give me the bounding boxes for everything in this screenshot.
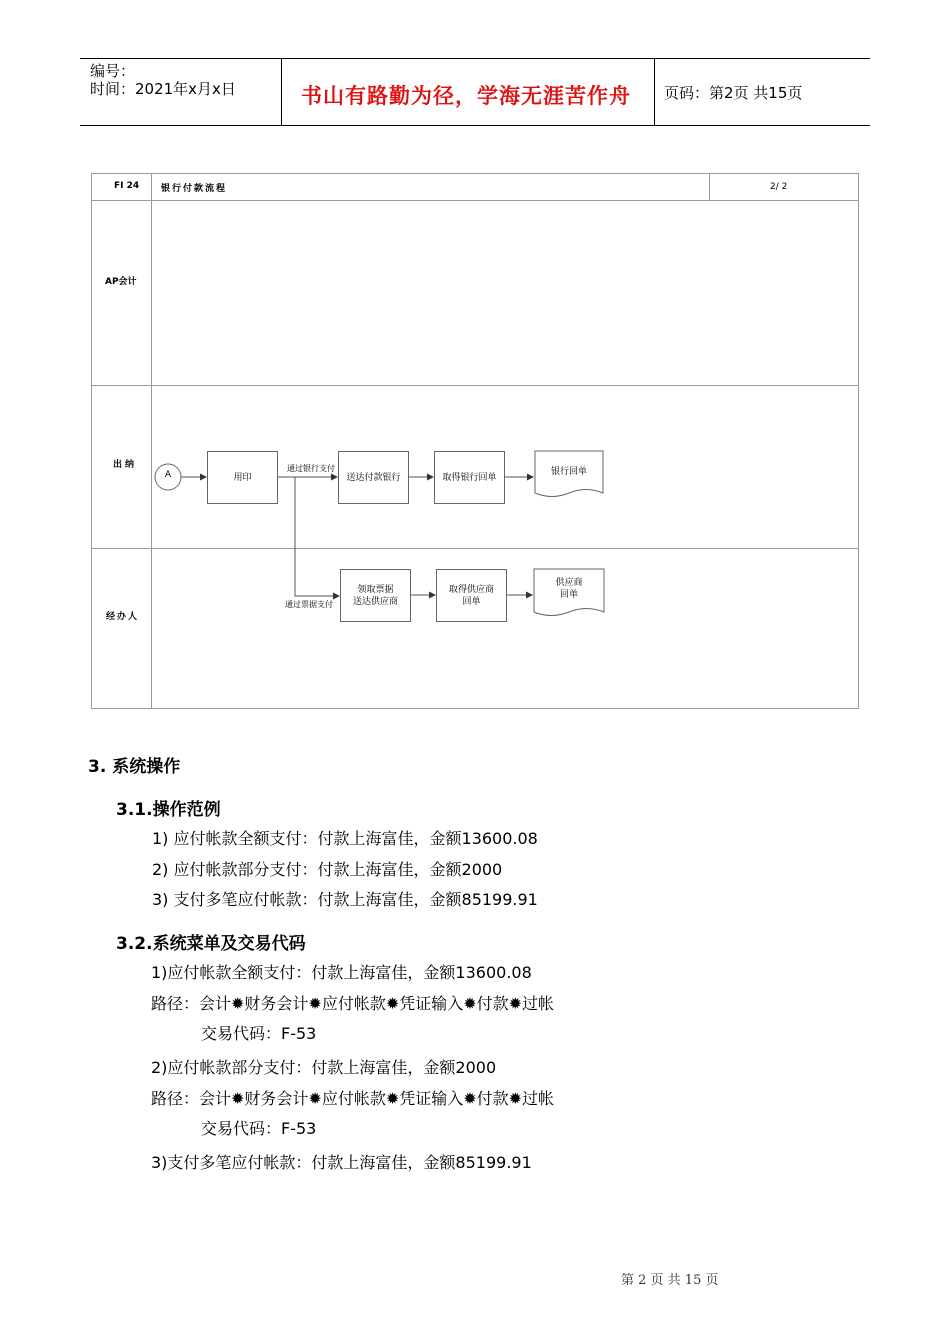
connector-a: A	[164, 470, 172, 480]
section-3-2-heading: 3.2.系统菜单及交易代码	[116, 934, 306, 954]
node-get-supplier-receipt: 取得供应商 回单	[436, 569, 507, 622]
example-item-3: 3) 支付多笔应付帐款：付款上海富佳，金额85199.91	[152, 890, 538, 909]
menu-path-1: 路径：会计✹财务会计✹应付帐款✹凭证输入✹付款✹过帐	[151, 994, 555, 1013]
transaction-code-2: 交易代码：F-53	[201, 1119, 317, 1138]
example-item-2: 2) 应付帐款部分支付：付款上海富佳，金额2000	[152, 860, 503, 879]
menu-path-2: 路径：会计✹财务会计✹应付帐款✹凭证输入✹付款✹过帐	[151, 1089, 555, 1108]
menu-item-2: 2)应付帐款部分支付：付款上海富佳，金额2000	[151, 1058, 497, 1077]
section-3-heading: 3. 系统操作	[88, 757, 181, 777]
lane-label-handler: 经办人	[106, 612, 140, 622]
lane-label-ap: AP会计	[105, 277, 137, 287]
section-3-1-heading: 3.1.操作范例	[116, 800, 221, 820]
node-supplier-receipt: 供应商 回单	[555, 578, 583, 600]
flowchart-code: FI 24	[114, 181, 140, 191]
example-item-1: 1) 应付帐款全额支付：付款上海富佳，金额13600.08	[152, 829, 538, 848]
menu-item-3: 3)支付多笔应付帐款：付款上海富佳，金额85199.91	[151, 1153, 532, 1172]
lane-label-cashier: 出纳	[113, 460, 138, 470]
header-page-info: 页码：第2页 共15页	[664, 84, 803, 102]
page-footer: 第 2 页 共 15 页	[621, 1273, 719, 1288]
transaction-code-1: 交易代码：F-53	[201, 1024, 317, 1043]
edge-label-bank: 通过银行支付	[287, 464, 335, 473]
node-get-bank-receipt: 取得银行回单	[434, 451, 505, 504]
flowchart-page: 2/ 2	[770, 182, 788, 192]
edge-label-note: 通过票据支付	[285, 600, 333, 609]
doc-number-label: 编号：	[90, 62, 136, 80]
node-send-bank: 送达付款银行	[338, 451, 409, 504]
header-motto: 书山有路勤为径，学海无涯苦作舟	[301, 84, 631, 108]
doc-date-label: 时间：2021年x月x日	[90, 80, 236, 98]
node-collect-note: 领取票据 送达供应商	[340, 569, 411, 622]
menu-item-1: 1)应付帐款全额支付：付款上海富佳，金额13600.08	[151, 963, 532, 982]
node-stamp: 用印	[207, 451, 278, 504]
node-bank-receipt: 银行回单	[550, 467, 587, 477]
flowchart-title: 银行付款流程	[161, 184, 228, 194]
